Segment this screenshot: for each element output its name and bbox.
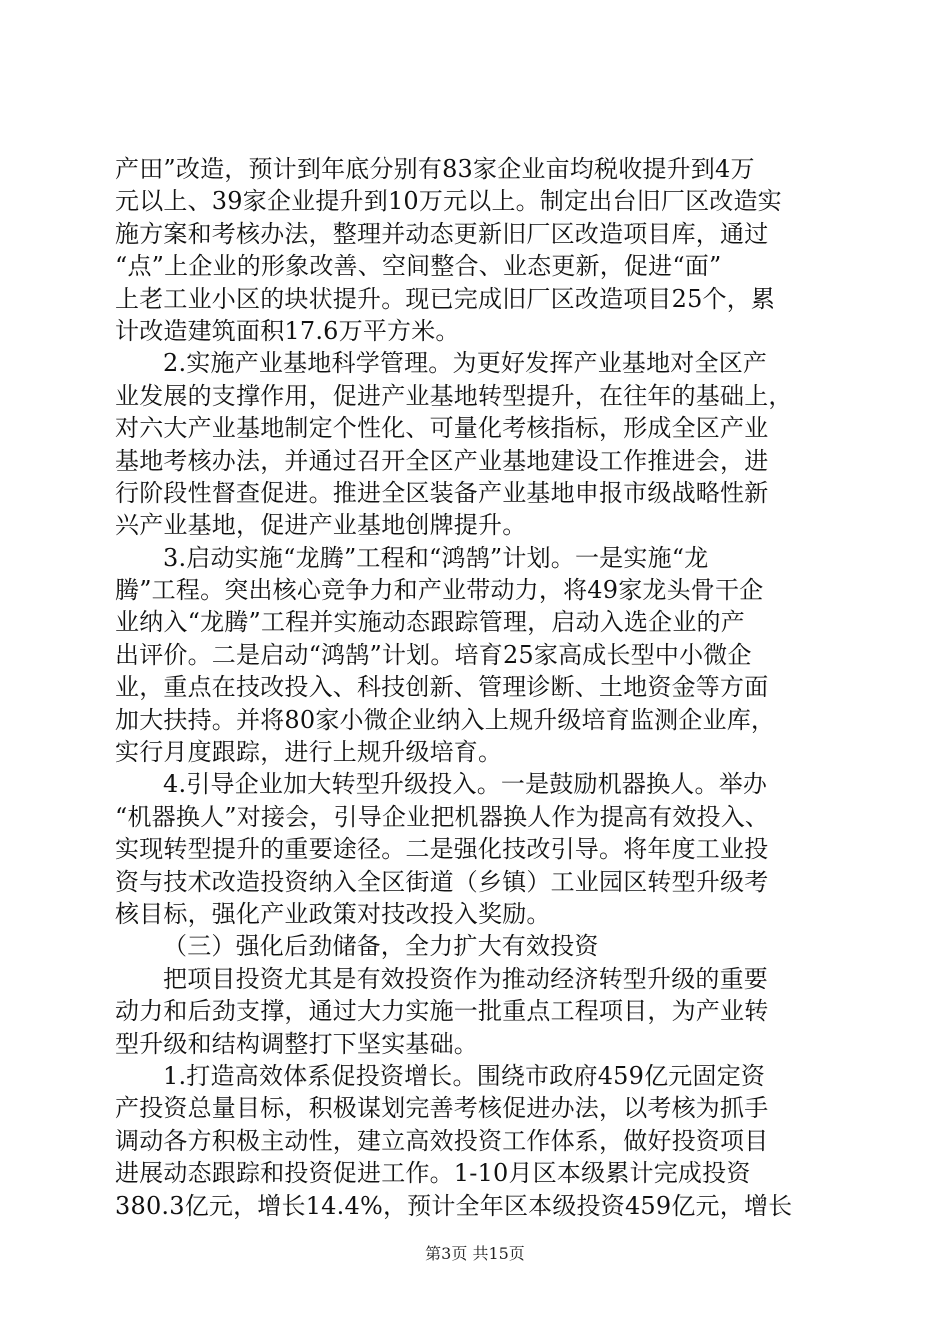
text-line: 施方案和考核办法，整理并动态更新旧厂区改造项目库，通过	[115, 219, 769, 248]
text-line: 行阶段性督查促进。推进全区装备产业基地申报市级战略性新	[115, 478, 769, 507]
text-line: 业纳入“龙腾”工程并实施动态跟踪管理，启动入选企业的产	[115, 608, 745, 637]
paragraph-start-line: 2.实施产业基地科学管理。为更好发挥产业基地对全区产	[163, 349, 768, 378]
paragraph-start-line: 4.引导企业加大转型升级投入。一是鼓励机器换人。举办	[163, 770, 768, 799]
text-line: “机器换人”对接会，引导企业把机器换人作为提高有效投入、	[115, 802, 770, 831]
text-line: 出评价。二是启动“鸿鹄”计划。培育25家高成长型中小微企	[115, 640, 752, 669]
text-line: 进展动态跟踪和投资促进工作。1-10月区本级累计完成投资	[115, 1159, 751, 1188]
text-line: 380.3亿元，增长14.4%，预计全年区本级投资459亿元，增长	[115, 1191, 793, 1220]
text-line: 产投资总量目标，积极谋划完善考核促进办法，以考核为抓手	[115, 1094, 769, 1123]
paragraph-start-line: 把项目投资尤其是有效投资作为推动经济转型升级的重要	[163, 964, 768, 993]
text-line: 资与技术改造投资纳入全区街道（乡镇）工业园区转型升级考	[115, 867, 769, 896]
text-line: 业，重点在技改投入、科技创新、管理诊断、土地资金等方面	[115, 673, 769, 702]
section-heading: （三）强化后劲储备，全力扩大有效投资	[163, 932, 599, 961]
paragraph-start-line: 3.启动实施“龙腾”工程和“鸿鹄”计划。一是实施“龙	[163, 543, 709, 572]
text-line: “点”上企业的形象改善、空间整合、业态更新，促进“面”	[115, 252, 722, 281]
text-line: 动力和后劲支撑，通过大力实施一批重点工程项目，为产业转	[115, 997, 769, 1026]
text-line: 基地考核办法，并通过召开全区产业基地建设工作推进会，进	[115, 446, 769, 475]
text-line: 兴产业基地，促进产业基地创牌提升。	[115, 511, 527, 540]
document-body	[115, 153, 840, 1222]
text-line: 对六大产业基地制定个性化、可量化考核指标，形成全区产业	[115, 414, 769, 443]
text-line: 实行月度跟踪，进行上规升级培育。	[115, 738, 503, 767]
text-line: 实现转型提升的重要途径。二是强化技改引导。将年度工业投	[115, 835, 769, 864]
text-line: 元以上、39家企业提升到10万元以上。制定出台旧厂区改造实	[115, 187, 782, 216]
text-line: 计改造建筑面积17.6万平方米。	[115, 316, 460, 345]
text-line: 加大扶持。并将80家小微企业纳入上规升级培育监测企业库，	[115, 705, 776, 734]
text-line: 核目标，强化产业政策对技改投入奖励。	[115, 899, 551, 928]
text-line: 产田”改造，预计到年底分别有83家企业亩均税收提升到4万	[115, 155, 755, 183]
text-line: 腾”工程。突出核心竞争力和产业带动力，将49家龙头骨干企	[115, 576, 764, 605]
paragraph-start-line: 1.打造高效体系促投资增长。围绕市政府459亿元固定资	[163, 1061, 766, 1090]
text-line: 业发展的支撑作用，促进产业基地转型提升，在往年的基础上，	[115, 381, 793, 410]
page-number-footer: 第3页 共15页	[425, 1244, 525, 1263]
text-line: 调动各方积极主动性，建立高效投资工作体系，做好投资项目	[115, 1126, 769, 1155]
text-line: 型升级和结构调整打下坚实基础。	[115, 1029, 478, 1058]
text-line: 上老工业小区的块状提升。现已完成旧厂区改造项目25个，累	[115, 284, 776, 313]
